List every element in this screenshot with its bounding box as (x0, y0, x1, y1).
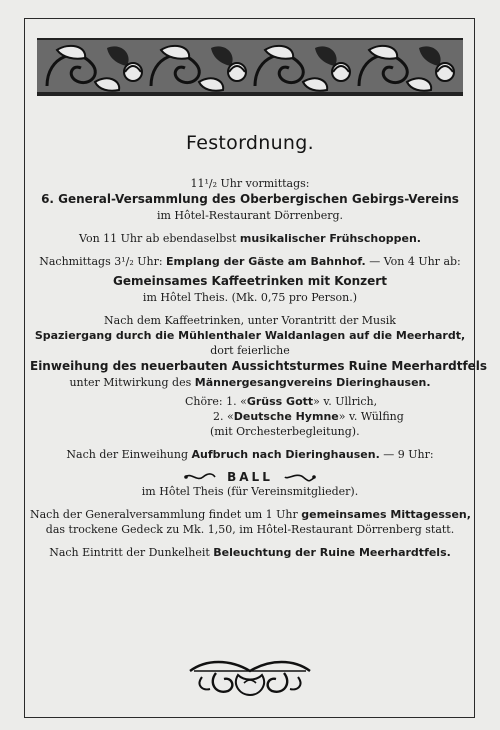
bottom-floral-ornament (186, 657, 314, 699)
line-venue-1: im Hôtel-Restaurant Dörrenberg. (156, 209, 344, 222)
text-part: Nach der Einweihung (66, 448, 192, 461)
line-coffee-concert: Gemeinsames Kaffeetrinken mit Konzert (113, 274, 387, 288)
text-part: » v. Wülfing (338, 410, 404, 423)
line-lunch-2: das trockene Gedeck zu Mk. 1,50, im Hôtel-Restaurant Dörrenberg statt. (45, 523, 455, 536)
text-part: Nach der Generalversammlung findet um 1 Uhr (30, 508, 302, 521)
floral-vignette-icon (186, 657, 314, 699)
text-emphasis: gemeinsames Mittagessen, (301, 508, 471, 521)
text-emphasis: Deutsche Hymne (233, 410, 339, 423)
text-part: Chöre: 1. « (185, 395, 247, 408)
line-lunch-1 (30, 507, 470, 522)
program-text (30, 132, 488, 560)
text-emphasis: Emplang der Gäste am Bahnhof. (166, 255, 366, 268)
scroll-flourish-left-icon (183, 472, 217, 482)
text-part: — Von 4 Uhr ab: (365, 255, 461, 268)
line-walk: Spaziergang durch die Mühlenthaler Waldanlagen auf die Meerhardt, (34, 329, 466, 342)
line-after-coffee: Nach dem Kaffeetrinken, unter Vorantritt der Musik (104, 314, 396, 327)
line-choir-2 (30, 409, 470, 424)
text-part: Nachmittags 3¹/₂ Uhr: (39, 255, 167, 268)
line-tower-inauguration: Einweihung des neuerbauten Aussichtsturmes Ruine Meerhardtfels (30, 359, 488, 373)
text-emphasis: musikalischer Frühschoppen. (239, 232, 421, 245)
line-ceremony: dort feierliche (210, 344, 290, 357)
top-floral-ornament (37, 36, 463, 98)
ball-label: BALL (227, 470, 273, 484)
line-ball-venue: im Hôtel Theis (für Vereinsmitglieder). (141, 485, 359, 498)
line-afternoon (30, 254, 470, 269)
line-illumination (30, 545, 470, 560)
line-orchestra: (mit Orchesterbegleitung). (210, 425, 360, 438)
text-emphasis: Grüss Gott (246, 395, 314, 408)
scroll-flourish-right-icon (283, 472, 317, 482)
text-part: Von 11 Uhr ab ebendaselbst (79, 232, 240, 245)
line-time-morning: 11¹/₂ Uhr vormittags: (190, 177, 310, 190)
line-choir-1 (30, 394, 470, 409)
line-general-assembly: 6. General-Versammlung des Oberbergischen Gebirgs-Vereins (41, 192, 459, 206)
line-choir-society (30, 375, 470, 390)
text-part: unter Mitwirkung des (69, 376, 195, 389)
text-part: » v. Ullrich, (313, 395, 378, 408)
text-emphasis: Aufbruch nach Dieringhausen. (191, 448, 380, 461)
ball-heading (30, 470, 470, 484)
line-venue-2: im Hôtel Theis. (Mk. 0,75 pro Person.) (142, 291, 358, 304)
page-title: Festordnung. (186, 132, 314, 154)
line-fruehschoppen (30, 231, 470, 246)
text-part: — 9 Uhr: (379, 448, 434, 461)
text-part: 2. « (213, 410, 234, 423)
text-emphasis: Männergesangvereins Dieringhausen. (194, 376, 431, 389)
text-part: Nach Eintritt der Dunkelheit (49, 546, 214, 559)
floral-band-icon (37, 36, 463, 98)
line-departure (30, 447, 470, 462)
text-emphasis: Beleuchtung der Ruine Meerhardtfels. (213, 546, 451, 559)
